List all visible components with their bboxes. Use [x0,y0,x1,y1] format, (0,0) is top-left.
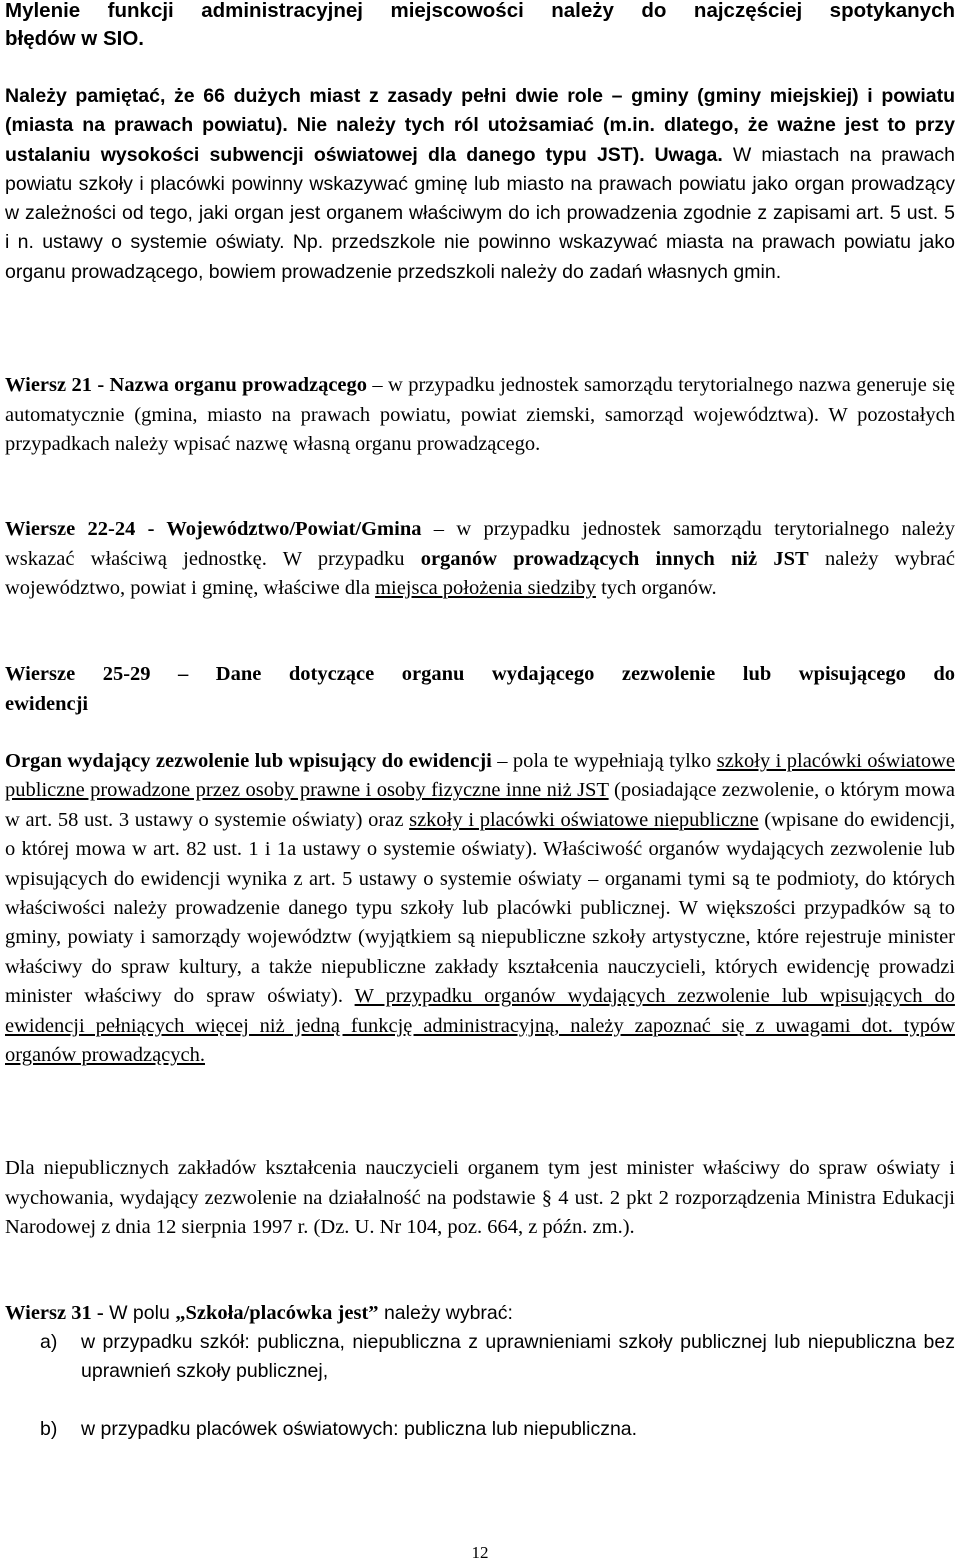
paragraph-6 [5,747,955,1070]
paragraph-2-note-label: Uwaga. [654,143,723,166]
paragraph-6-text-3: (wpisane do ewidencji, o której mowa w art. 82 ust. 1 i 1a ustawy o systemie oświaty). Właściwość organów wydających zezwolenie lub wpisujących do ewidencji wynika z art. 5 ustawy o systemie oświaty – organami tymi są te podmioty, do których właściwości należy prowadzenie danego typu szkoły lub placówki publicznej. W większości przypadków są to gminy, powiaty i samorządy województw (wyjątkiem są niepubliczne szkoły artystyczne, które rejestruje minister właściwy do spraw kultury, a także niepubliczne zakłady kształcenia nauczycieli, których ewidencję prowadzi minister właściwy do spraw oświaty). [5,808,955,1008]
paragraph-4-text-2: należy wybrać województwo, powiat i gminę, właściwe dla [5,547,956,599]
paragraph-2-bold-intro: Należy pamiętać, że 66 dużych miast z zasady pełni dwie role – gminy (gminy miejskiej) i powiatu (miasta na prawach powiatu). Nie należy tych ról utożsamiać (m.in. dlatego, że ważne jest to przy ustalaniu wysokości subwencji oświatowej dla danego typu JST). [5,85,955,166]
paragraph-3-heading: Wiersz 21 - Nazwa organu prowadzącego [5,374,368,396]
paragraph-4-heading: Wiersze 22-24 - Województwo/Powiat/Gmina [5,518,422,540]
list-item-text: w przypadku placówek oświatowych: publiczna lub niepubliczna. [81,1418,638,1440]
paragraph-6-underline-3: W przypadku organów wydających zezwolenie lub wpisujących do ewidencji pełniących więcej niż jedną funkcję administracyjną, należy zapoznać się z uwagami dot. typów organów prowadzących. [5,985,955,1067]
paragraph-6-text-2: (posiadające zezwolenie, o którym mowa w art. 58 ust. 3 ustawy o systemie oświaty) oraz [5,779,955,831]
paragraph-6-underline-1: szkoły i placówki oświatowe publiczne prowadzone przez osoby prawne i osoby fizyczne inne niż JST [5,750,955,802]
paragraph-1-line-2: błędów w SIO. [5,27,144,50]
page-number: 12 [471,1543,489,1562]
section-heading-line-2: ewidencji [5,693,89,715]
paragraph-1-line-1: Mylenie funkcji administracyjnej miejscowości należy do najczęściej spotykanych [5,0,955,22]
list-marker: a) [40,1331,58,1353]
paragraph-6-text-1: – pola te wypełniają tylko [491,750,717,772]
list-item-text: w przypadku szkół: publiczna, niepubliczna z uprawnieniami szkoły publicznej lub niepubliczna bez uprawnień szkoły publicznej, [81,1331,955,1382]
paragraph-7 [5,1154,955,1243]
list-marker: b) [40,1418,58,1440]
paragraph-6-heading: Organ wydający zezwolenie lub wpisujący do ewidencji [5,750,492,772]
section-heading-line-1: Wiersze 25-29 – Dane dotyczące organu wydającego zezwolenie lub wpisującego do [5,663,955,685]
paragraph-3-text: – w przypadku jednostek samorządu terytorialnego nazwa generuje się automatycznie (gmina, miasto na prawach powiatu, powiat ziemski, samorząd województwa). W pozostałych przypadkach należy wpisać nazwę własną organu prowadzącego. [5,374,955,455]
paragraph-4-text-1: – w przypadku jednostek samorządu terytorialnego należy wskazać właściwą jednostkę. W przypadku [5,518,956,570]
paragraph-6-underline-2: szkoły i placówki oświatowe niepubliczne [409,808,759,831]
paragraph-4-text-3: tych organów. [595,577,717,599]
paragraph-3 [5,371,955,460]
paragraph-2 [5,82,955,287]
paragraph-8 [5,1299,955,1328]
paragraph-8-text-2: należy wybrać: [378,1302,513,1324]
paragraph-7-text: Dla niepublicznych zakładów kształcenia nauczycieli organem tym jest minister właściwy do spraw oświaty i wychowania, wydający zezwolenie na działalność na podstawie § 4 ust. 2 pkt 2 rozporządzenia Ministra Edukacji Narodowej z dnia 12 sierpnia 1997 r. (Dz. U. Nr 104, poz. 664, z późn. zm.). [5,1157,955,1238]
paragraph-2-text: W miastach na prawach powiatu szkoły i placówki powinny wskazywać gminę lub miasto na prawach powiatu jako organ prowadzący w zależności od tego, jaki organ jest organem właściwym do ich prowadzenia zgodnie z zapisami art. 5 ust. 5 i n. ustawy o systemie oświaty. Np. przedszkole nie powinno wskazywać miasta na prawach powiatu jako organu prowadzącego, bowiem prowadzenie przedszkoli należy do zadań własnych gmin. [5,143,956,283]
paragraph-8-text-1: W polu [103,1302,176,1324]
paragraph-4 [5,515,955,604]
paragraph-8-heading: Wiersz 31 - [5,1302,104,1324]
paragraph-4-bold: organów prowadzących innych niż JST [420,547,809,570]
paragraph-8-bold: „Szkoła/placówka jest” [175,1302,379,1324]
paragraph-4-underline: miejsca położenia siedziby [375,577,596,599]
